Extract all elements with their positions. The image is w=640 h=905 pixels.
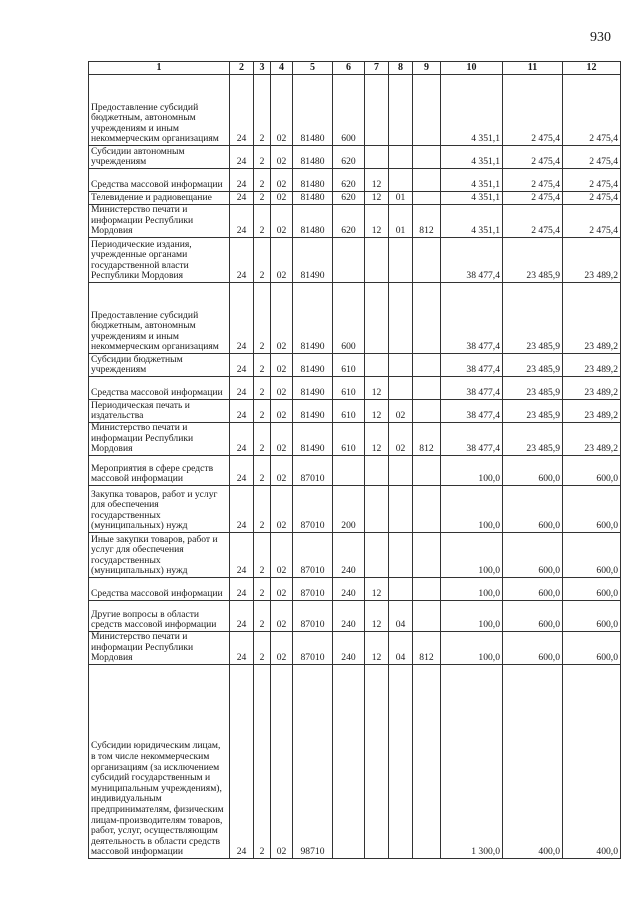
row-name-cell: Министерство печати и информации Республики Мордовия [89, 632, 230, 665]
code-cell [413, 238, 441, 283]
code-cell: 240 [333, 601, 365, 632]
column-header: 12 [563, 62, 621, 75]
column-header: 8 [389, 62, 413, 75]
amount-cell: 2 475,4 [503, 169, 563, 192]
table-row [89, 533, 621, 578]
code-cell: 12 [365, 601, 389, 632]
code-cell: 2 [254, 632, 271, 665]
code-cell: 2 [254, 354, 271, 377]
code-cell: 24 [230, 665, 254, 859]
code-cell: 04 [389, 632, 413, 665]
code-cell: 2 [254, 169, 271, 192]
code-cell: 620 [333, 205, 365, 238]
code-cell: 02 [271, 146, 293, 169]
code-cell [389, 377, 413, 400]
code-cell: 81480 [293, 205, 333, 238]
code-cell: 02 [271, 533, 293, 578]
column-header: 5 [293, 62, 333, 75]
amount-cell: 2 475,4 [503, 205, 563, 238]
column-header: 1 [89, 62, 230, 75]
amount-cell: 38 477,4 [441, 238, 503, 283]
code-cell: 600 [333, 283, 365, 354]
table-row [89, 400, 621, 423]
code-cell: 02 [271, 632, 293, 665]
amount-cell: 600,0 [503, 486, 563, 533]
code-cell: 24 [230, 205, 254, 238]
code-cell: 02 [271, 75, 293, 146]
code-cell: 02 [271, 283, 293, 354]
row-name-cell: Субсидии юридическим лицам, в том числе некоммерческим организациям (за исключением субсидий государственным и муниципальным учреждениям), индивидуальным предпринимателям, физическим лицам-производителям товаров, работ, услуг, осуществляющим деятельность в области средств массовой информации [89, 665, 230, 859]
column-header: 10 [441, 62, 503, 75]
amount-cell: 600,0 [503, 601, 563, 632]
code-cell: 24 [230, 456, 254, 486]
code-cell [365, 75, 389, 146]
code-cell [413, 169, 441, 192]
amount-cell: 600,0 [503, 533, 563, 578]
amount-cell: 600,0 [503, 456, 563, 486]
code-cell [413, 533, 441, 578]
code-cell [413, 377, 441, 400]
code-cell [389, 354, 413, 377]
amount-cell: 38 477,4 [441, 400, 503, 423]
table-row [89, 205, 621, 238]
code-cell: 12 [365, 192, 389, 205]
code-cell: 02 [389, 400, 413, 423]
table-row [89, 377, 621, 400]
code-cell: 2 [254, 601, 271, 632]
code-cell [389, 283, 413, 354]
code-cell: 02 [271, 205, 293, 238]
code-cell [389, 456, 413, 486]
code-cell: 2 [254, 146, 271, 169]
code-cell [365, 486, 389, 533]
code-cell: 812 [413, 423, 441, 456]
code-cell [413, 75, 441, 146]
code-cell [365, 238, 389, 283]
amount-cell: 23 485,9 [503, 238, 563, 283]
amount-cell: 1 300,0 [441, 665, 503, 859]
amount-cell: 600,0 [563, 486, 621, 533]
code-cell [333, 665, 365, 859]
code-cell: 81480 [293, 146, 333, 169]
row-name-cell: Мероприятия в сфере средств массовой информации [89, 456, 230, 486]
row-name-cell: Предоставление субсидий бюджетным, автономным учреждениям и иным некоммерческим организациям [89, 283, 230, 354]
code-cell [389, 75, 413, 146]
code-cell: 2 [254, 423, 271, 456]
row-name-cell: Иные закупки товаров, работ и услуг для обеспечения государственных (муниципальных) нужд [89, 533, 230, 578]
table-row [89, 486, 621, 533]
code-cell [413, 192, 441, 205]
code-cell [413, 665, 441, 859]
code-cell [389, 238, 413, 283]
code-cell: 2 [254, 205, 271, 238]
row-name-cell: Закупка товаров, работ и услуг для обеспечения государственных (муниципальных) нужд [89, 486, 230, 533]
code-cell: 02 [271, 169, 293, 192]
row-name-cell: Периодическая печать и издательства [89, 400, 230, 423]
amount-cell: 38 477,4 [441, 377, 503, 400]
amount-cell: 38 477,4 [441, 283, 503, 354]
code-cell: 81480 [293, 169, 333, 192]
code-cell: 87010 [293, 456, 333, 486]
code-cell: 24 [230, 632, 254, 665]
amount-cell: 2 475,4 [563, 192, 621, 205]
code-cell [413, 486, 441, 533]
code-cell: 200 [333, 486, 365, 533]
amount-cell: 600,0 [503, 578, 563, 601]
code-cell: 01 [389, 205, 413, 238]
code-cell: 98710 [293, 665, 333, 859]
column-header: 9 [413, 62, 441, 75]
code-cell: 12 [365, 578, 389, 601]
amount-cell: 23 485,9 [503, 377, 563, 400]
table-row [89, 578, 621, 601]
code-cell [333, 238, 365, 283]
code-cell: 12 [365, 205, 389, 238]
amount-cell: 400,0 [563, 665, 621, 859]
code-cell [365, 146, 389, 169]
code-cell: 24 [230, 533, 254, 578]
code-cell [413, 283, 441, 354]
code-cell: 24 [230, 283, 254, 354]
code-cell [365, 354, 389, 377]
code-cell: 02 [271, 665, 293, 859]
code-cell [365, 533, 389, 578]
code-cell: 24 [230, 423, 254, 456]
code-cell: 87010 [293, 632, 333, 665]
code-cell: 12 [365, 632, 389, 665]
code-cell: 2 [254, 665, 271, 859]
code-cell: 24 [230, 601, 254, 632]
amount-cell: 2 475,4 [563, 146, 621, 169]
code-cell [413, 578, 441, 601]
amount-cell: 100,0 [441, 533, 503, 578]
amount-cell: 23 485,9 [503, 354, 563, 377]
table-row [89, 192, 621, 205]
column-header: 11 [503, 62, 563, 75]
code-cell: 24 [230, 192, 254, 205]
code-cell: 02 [271, 423, 293, 456]
amount-cell: 100,0 [441, 456, 503, 486]
code-cell: 81490 [293, 238, 333, 283]
code-cell: 24 [230, 377, 254, 400]
row-name-cell: Периодические издания, учрежденные органами государственной власти Республики Мордовия [89, 238, 230, 283]
code-cell: 02 [271, 578, 293, 601]
table-row [89, 169, 621, 192]
amount-cell: 2 475,4 [503, 146, 563, 169]
code-cell: 24 [230, 400, 254, 423]
code-cell: 620 [333, 192, 365, 205]
row-name-cell: Субсидии бюджетным учреждениям [89, 354, 230, 377]
amount-cell: 400,0 [503, 665, 563, 859]
amount-cell: 600,0 [563, 456, 621, 486]
code-cell: 02 [271, 601, 293, 632]
amount-cell: 4 351,1 [441, 169, 503, 192]
code-cell: 2 [254, 456, 271, 486]
code-cell: 2 [254, 238, 271, 283]
code-cell: 87010 [293, 486, 333, 533]
code-cell [389, 533, 413, 578]
amount-cell: 23 489,2 [563, 354, 621, 377]
table-body [89, 75, 621, 859]
table-row [89, 146, 621, 169]
code-cell: 02 [271, 192, 293, 205]
code-cell: 87010 [293, 533, 333, 578]
code-cell: 81480 [293, 75, 333, 146]
table-row [89, 238, 621, 283]
amount-cell: 4 351,1 [441, 192, 503, 205]
code-cell [365, 283, 389, 354]
table-row [89, 456, 621, 486]
amount-cell: 23 489,2 [563, 377, 621, 400]
row-name-cell: Министерство печати и информации Республики Мордовия [89, 423, 230, 456]
amount-cell: 23 485,9 [503, 283, 563, 354]
code-cell: 81490 [293, 283, 333, 354]
code-cell: 24 [230, 578, 254, 601]
amount-cell: 600,0 [503, 632, 563, 665]
column-header: 3 [254, 62, 271, 75]
amount-cell: 38 477,4 [441, 423, 503, 456]
table-row [89, 354, 621, 377]
table-row [89, 75, 621, 146]
code-cell [389, 169, 413, 192]
amount-cell: 100,0 [441, 578, 503, 601]
table-row [89, 423, 621, 456]
code-cell: 12 [365, 377, 389, 400]
code-cell: 240 [333, 578, 365, 601]
code-cell [365, 665, 389, 859]
code-cell [365, 456, 389, 486]
column-header: 7 [365, 62, 389, 75]
code-cell: 87010 [293, 578, 333, 601]
code-cell: 02 [389, 423, 413, 456]
code-cell [413, 601, 441, 632]
code-cell: 81480 [293, 192, 333, 205]
column-header: 2 [230, 62, 254, 75]
code-cell [389, 578, 413, 601]
code-cell: 2 [254, 486, 271, 533]
code-cell: 24 [230, 238, 254, 283]
amount-cell: 2 475,4 [503, 75, 563, 146]
amount-cell: 100,0 [441, 632, 503, 665]
table-row [89, 601, 621, 632]
code-cell: 24 [230, 354, 254, 377]
code-cell: 02 [271, 456, 293, 486]
code-cell: 2 [254, 578, 271, 601]
amount-cell: 4 351,1 [441, 146, 503, 169]
code-cell: 02 [271, 354, 293, 377]
code-cell [413, 146, 441, 169]
code-cell: 240 [333, 632, 365, 665]
code-cell: 04 [389, 601, 413, 632]
code-cell [333, 456, 365, 486]
row-name-cell: Телевидение и радиовещание [89, 192, 230, 205]
code-cell: 610 [333, 423, 365, 456]
row-name-cell: Средства массовой информации [89, 578, 230, 601]
header-row [89, 62, 621, 75]
amount-cell: 23 485,9 [503, 423, 563, 456]
amount-cell: 100,0 [441, 486, 503, 533]
code-cell: 02 [271, 377, 293, 400]
code-cell: 81490 [293, 423, 333, 456]
amount-cell: 2 475,4 [563, 169, 621, 192]
code-cell: 24 [230, 169, 254, 192]
code-cell: 01 [389, 192, 413, 205]
code-cell: 2 [254, 192, 271, 205]
code-cell: 620 [333, 146, 365, 169]
code-cell [413, 354, 441, 377]
amount-cell: 600,0 [563, 533, 621, 578]
code-cell: 600 [333, 75, 365, 146]
code-cell [389, 665, 413, 859]
row-name-cell: Субсидии автономным учреждениям [89, 146, 230, 169]
code-cell: 2 [254, 283, 271, 354]
table-row [89, 283, 621, 354]
code-cell: 2 [254, 75, 271, 146]
code-cell: 240 [333, 533, 365, 578]
amount-cell: 23 489,2 [563, 238, 621, 283]
code-cell [389, 146, 413, 169]
code-cell [413, 456, 441, 486]
code-cell: 12 [365, 169, 389, 192]
amount-cell: 2 475,4 [563, 75, 621, 146]
code-cell: 610 [333, 400, 365, 423]
amount-cell: 4 351,1 [441, 205, 503, 238]
code-cell: 24 [230, 75, 254, 146]
amount-cell: 2 475,4 [563, 205, 621, 238]
code-cell: 812 [413, 632, 441, 665]
row-name-cell: Средства массовой информации [89, 377, 230, 400]
row-name-cell: Предоставление субсидий бюджетным, автономным учреждениям и иным некоммерческим организациям [89, 75, 230, 146]
code-cell: 81490 [293, 354, 333, 377]
row-name-cell: Министерство печати и информации Республики Мордовия [89, 205, 230, 238]
row-name-cell: Другие вопросы в области средств массовой информации [89, 601, 230, 632]
code-cell: 02 [271, 400, 293, 423]
code-cell: 610 [333, 354, 365, 377]
code-cell: 2 [254, 400, 271, 423]
code-cell: 812 [413, 205, 441, 238]
code-cell: 12 [365, 400, 389, 423]
amount-cell: 38 477,4 [441, 354, 503, 377]
code-cell: 87010 [293, 601, 333, 632]
code-cell: 02 [271, 238, 293, 283]
column-header: 4 [271, 62, 293, 75]
amount-cell: 2 475,4 [503, 192, 563, 205]
amount-cell: 4 351,1 [441, 75, 503, 146]
code-cell: 12 [365, 423, 389, 456]
code-cell: 2 [254, 377, 271, 400]
amount-cell: 23 489,2 [563, 400, 621, 423]
code-cell: 610 [333, 377, 365, 400]
code-cell: 24 [230, 486, 254, 533]
code-cell: 02 [271, 486, 293, 533]
column-header: 6 [333, 62, 365, 75]
code-cell: 2 [254, 533, 271, 578]
table-row [89, 632, 621, 665]
code-cell [413, 400, 441, 423]
code-cell: 81490 [293, 400, 333, 423]
budget-table [88, 61, 621, 859]
amount-cell: 100,0 [441, 601, 503, 632]
page-number: 930 [590, 30, 611, 45]
amount-cell: 23 489,2 [563, 423, 621, 456]
amount-cell: 600,0 [563, 601, 621, 632]
amount-cell: 23 489,2 [563, 283, 621, 354]
amount-cell: 23 485,9 [503, 400, 563, 423]
code-cell: 620 [333, 169, 365, 192]
table-row [89, 665, 621, 859]
amount-cell: 600,0 [563, 578, 621, 601]
code-cell [389, 486, 413, 533]
code-cell: 81490 [293, 377, 333, 400]
row-name-cell: Средства массовой информации [89, 169, 230, 192]
code-cell: 24 [230, 146, 254, 169]
amount-cell: 600,0 [563, 632, 621, 665]
